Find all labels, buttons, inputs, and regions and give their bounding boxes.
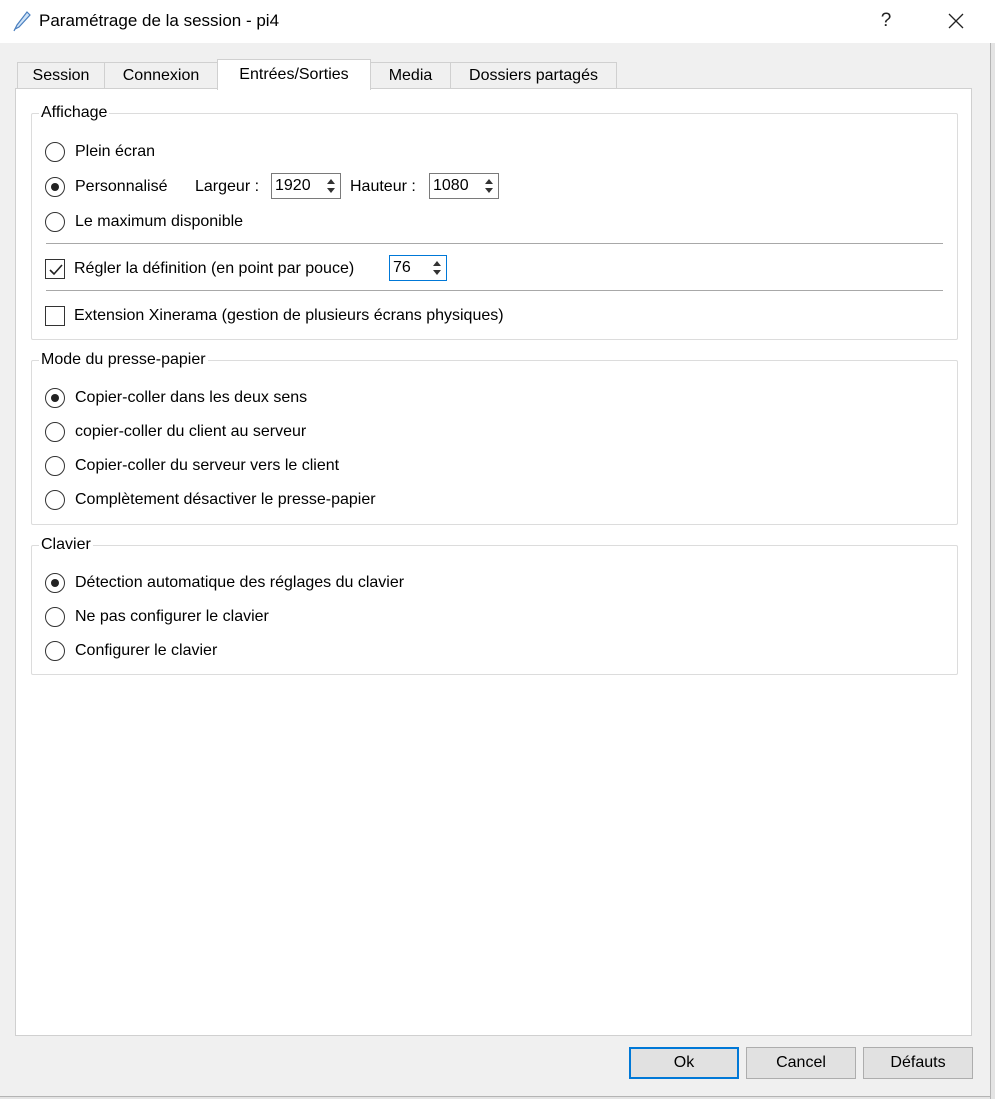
width-label: Largeur :	[195, 178, 260, 195]
clipboard-label-disable: Complètement désactiver le presse-papier	[75, 491, 376, 508]
divider	[46, 290, 943, 291]
width-spinbox[interactable]	[271, 173, 341, 199]
close-icon	[935, 4, 977, 38]
keyboard-radio-none[interactable]	[45, 607, 65, 627]
tab-entrees-sorties[interactable]: Entrées/Sorties	[217, 59, 371, 90]
clipboard-radio-disable[interactable]	[45, 490, 65, 510]
tab-connexion[interactable]: Connexion	[104, 62, 218, 89]
tab-media[interactable]: Media	[370, 62, 451, 89]
spin-arrows-icon[interactable]	[482, 176, 496, 196]
clipboard-option-client-to-server[interactable]	[45, 420, 306, 444]
clipboard-radio-server-to-client[interactable]	[45, 456, 65, 476]
clipboard-label-server-to-client: Copier-coller du serveur vers le client	[75, 457, 340, 474]
dpi-checkbox[interactable]	[45, 259, 65, 279]
keyboard-radio-auto[interactable]	[45, 573, 65, 593]
custom-option[interactable]	[45, 175, 168, 199]
clipboard-label-both: Copier-coller dans les deux sens	[75, 389, 308, 406]
display-group	[31, 104, 958, 340]
height-label: Hauteur :	[350, 178, 416, 195]
custom-radio[interactable]	[45, 177, 65, 197]
window-title: Paramétrage de la session - pi4	[39, 11, 280, 30]
keyboard-label-none: Ne pas configurer le clavier	[75, 608, 269, 625]
fullscreen-option[interactable]	[45, 140, 155, 164]
display-group-title: Affichage	[41, 104, 108, 121]
keyboard-option-none[interactable]	[45, 605, 269, 629]
height-spinbox[interactable]	[429, 173, 499, 199]
close-button[interactable]	[935, 4, 977, 38]
tab-dossiers-partages[interactable]: Dossiers partagés	[450, 62, 617, 89]
dpi-spinbox[interactable]	[389, 255, 447, 281]
max-available-label: Le maximum disponible	[75, 213, 244, 230]
keyboard-label-auto: Détection automatique des réglages du clavier	[75, 574, 405, 591]
dpi-value: 76	[393, 259, 411, 276]
clipboard-option-both[interactable]	[45, 386, 307, 410]
spin-arrows-icon[interactable]	[324, 176, 338, 196]
max-available-option[interactable]	[45, 210, 243, 234]
fullscreen-radio[interactable]	[45, 142, 65, 162]
xinerama-checkbox[interactable]	[45, 306, 65, 326]
tab-session[interactable]: Session	[17, 62, 105, 89]
max-available-radio[interactable]	[45, 212, 65, 232]
xinerama-option[interactable]	[45, 304, 504, 328]
keyboard-group	[31, 536, 958, 675]
cancel-button[interactable]: Cancel	[746, 1047, 856, 1079]
clipboard-group	[31, 351, 958, 525]
checkmark-icon	[47, 261, 65, 279]
divider	[46, 243, 943, 244]
clipboard-option-disable[interactable]	[45, 488, 376, 512]
dpi-label: Régler la définition (en point par pouce)	[74, 260, 355, 277]
keyboard-option-configure[interactable]	[45, 639, 217, 663]
xinerama-label: Extension Xinerama (gestion de plusieurs écrans physiques)	[74, 307, 504, 324]
fullscreen-label: Plein écran	[75, 143, 156, 160]
clipboard-group-title: Mode du presse-papier	[41, 351, 206, 368]
help-button[interactable]: ?	[880, 10, 892, 31]
clipboard-label-client-to-server: copier-coller du client au serveur	[75, 423, 307, 440]
tab-panel	[15, 88, 972, 1036]
clipboard-radio-both[interactable]	[45, 388, 65, 408]
spin-arrows-icon[interactable]	[430, 258, 444, 278]
dpi-option[interactable]	[45, 257, 354, 281]
keyboard-option-auto[interactable]	[45, 571, 404, 595]
window-edge	[990, 43, 995, 1099]
clipboard-option-server-to-client[interactable]	[45, 454, 339, 478]
custom-label: Personnalisé	[75, 178, 168, 195]
pen-icon	[12, 10, 32, 32]
ok-button[interactable]: Ok	[629, 1047, 739, 1079]
clipboard-radio-client-to-server[interactable]	[45, 422, 65, 442]
keyboard-group-title: Clavier	[41, 536, 91, 553]
width-value: 1920	[275, 177, 311, 194]
keyboard-label-configure: Configurer le clavier	[75, 642, 218, 659]
defaults-button[interactable]: Défauts	[863, 1047, 973, 1079]
keyboard-radio-configure[interactable]	[45, 641, 65, 661]
title-bar	[0, 0, 995, 43]
height-value: 1080	[433, 177, 469, 194]
